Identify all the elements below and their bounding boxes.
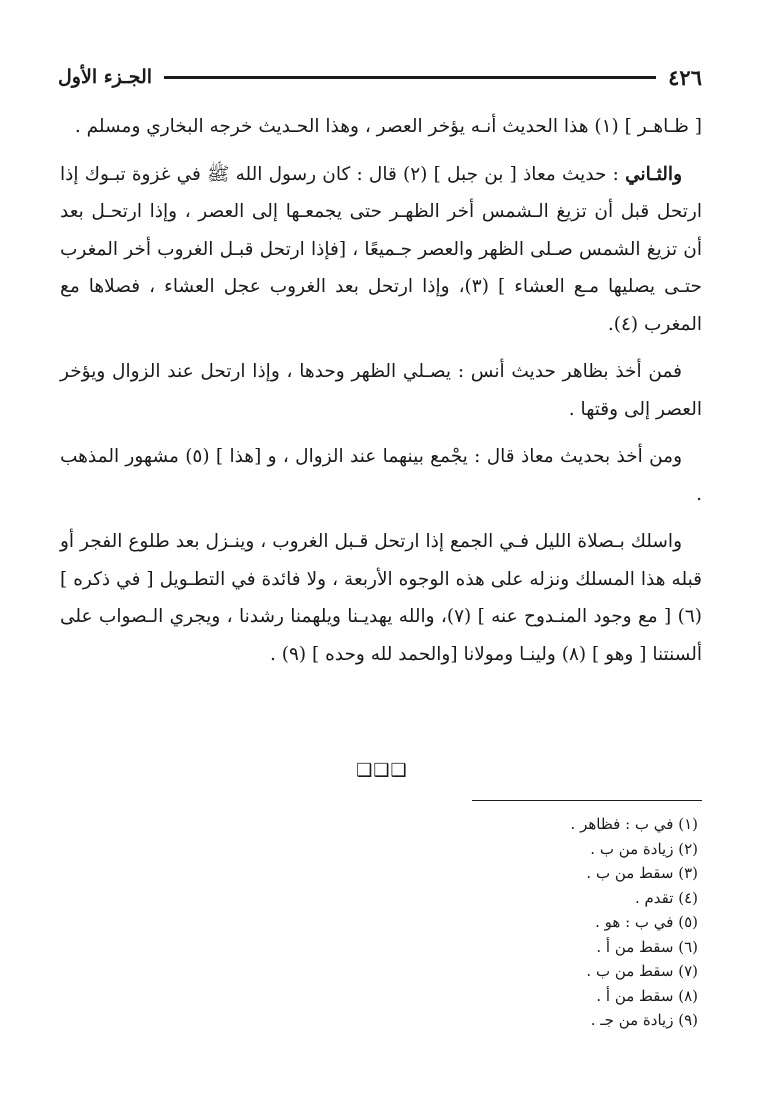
footnote-7: (٧) سقط من ب . — [586, 962, 698, 980]
volume-title: الجـزء الأول — [58, 66, 153, 88]
header-rule — [164, 76, 656, 79]
paragraph-5 — [60, 523, 702, 673]
footnote-3: (٣) سقط من ب . — [586, 864, 698, 882]
footnote-2: (٢) زيادة من ب . — [590, 839, 698, 858]
running-header — [58, 62, 702, 92]
footnote-separator — [472, 800, 702, 801]
section-ornament: ❑❑❑ — [356, 760, 408, 781]
paragraph-3 — [60, 353, 702, 428]
paragraph-1-text: [ ظـاهـر ] (١) هذا الحديث أنـه يؤخر العصر ، وهذا الحـديث خرجه البخاري ومسلم . — [74, 116, 702, 137]
footnote-4: (٤) تقدم . — [634, 888, 698, 907]
footnote-6: (٦) سقط من أ . — [596, 937, 698, 956]
page-number: ٤٢٦ — [668, 64, 702, 90]
paragraph-3-text: فمن أخذ بظاهر حديث أنس : يصـلي الظهر وحدها ، وإذا ارتحل عند الزوال ويؤخر العصر إلى وقتها . — [60, 361, 702, 420]
paragraph-2-lead: والثـاني — [625, 163, 682, 185]
main-text — [60, 108, 702, 683]
footnote-5: (٥) في ب : هو . — [595, 913, 698, 931]
footnote-9: (٩) زيادة من جـ . — [590, 1011, 698, 1029]
paragraph-1 — [60, 108, 702, 146]
footnotes — [378, 812, 698, 1033]
paragraph-4-text: ومن أخذ بحديث معاذ قال : يجْمع بينهما عند الزوال ، و [هذا ] (٥) مشهور المذهب . — [60, 446, 702, 505]
paragraph-2 — [60, 156, 702, 344]
paragraph-2-text: : حديث معاذ [ بن جبل ] (٢) قال : كان رسول الله ﷺ في غزوة تبـوك إذا ارتحل قبل أن تزيغ الـشمس أخر الظهـر حتى يجمعـها إلى العصر ، وإذا ارتحـل بعد أن تزيغ الشمس صـلى الظهر والعصر جـميعًا ، [فإذا ارتحل قبـل الغروب أخر المغرب حتـى يصليها مـع العشاء ] (٣)، وإذا ارتحل بعد الغروب عجل العشاء ، فصلاها مع المغرب (٤). — [60, 163, 702, 335]
footnote-1: (١) في ب : فظاهر . — [570, 815, 698, 833]
footnote-8: (٨) سقط من أ . — [596, 986, 698, 1005]
paragraph-4 — [60, 438, 702, 513]
paragraph-5-text: واسلك بـصلاة الليل فـي الجمع إذا ارتحل قـبل الغروب ، وينـزل بعد طلوع الفجر أو قبله هذا المسلك ونزله على هذه الوجوه الأربعة ، ولا فائدة في التطـويل [ في ذكره ] (٦) [ مع وجود المنـدوح عنه ] (٧)، والله يهديـنا ويلهمنا رشدنا ، ويجري الـصواب على ألسنتنا [ وهو ] (٨) ولينـا ومولانا [والحمد لله وحده ] (٩) . — [60, 531, 702, 665]
